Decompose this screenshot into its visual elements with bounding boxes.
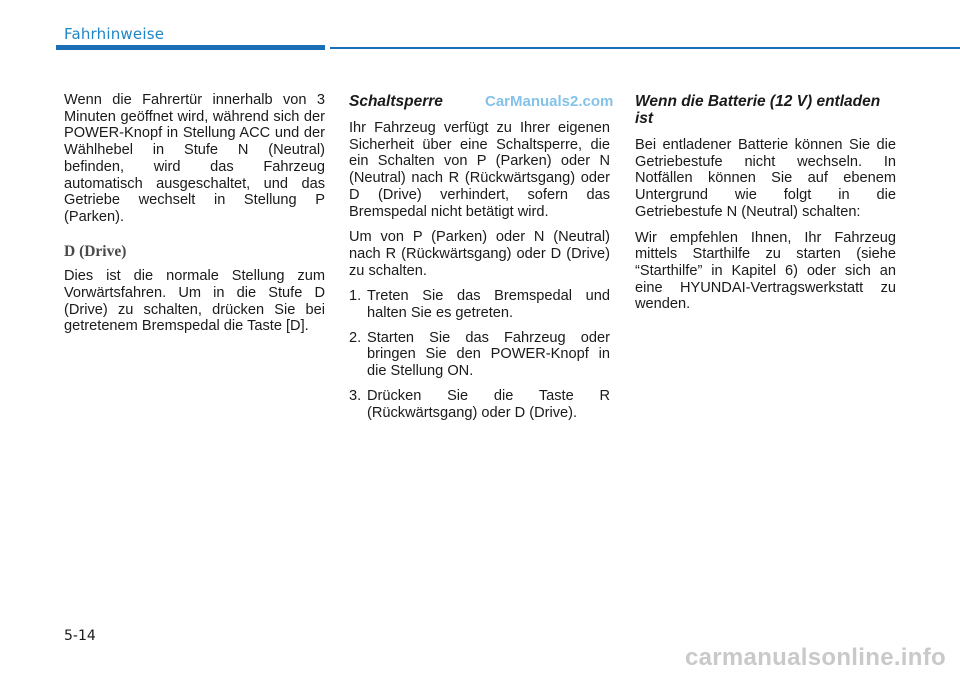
list-item	[349, 330, 610, 380]
header-rule-thin	[330, 47, 960, 49]
section-title: Fahrhinweise	[64, 25, 165, 43]
step-number: 3.	[349, 387, 362, 404]
heading-batterie: Wenn die Batterie (12 V) entladen ist	[635, 93, 881, 127]
watermark-top: CarManuals2.com	[485, 93, 614, 110]
list-item	[349, 288, 610, 321]
subheading-drive: D (Drive)	[64, 242, 127, 260]
column-3	[635, 93, 896, 322]
header-rule-thick	[56, 45, 325, 50]
paragraph: Bei entladener Batterie können Sie die Getriebestufe nicht wechseln. In Notfällen können Sie auf ebenem Untergrund wie folgt in die Getriebestufe N (Neutral) schalten:	[635, 137, 896, 220]
heading-schaltsperre: Schaltsperre	[349, 93, 443, 110]
list-item	[349, 388, 610, 421]
column-2	[349, 93, 610, 429]
paragraph: Dies ist die normale Stellung zum Vorwärtsfahren. Um in die Stufe D (Drive) zu schalten, drücken Sie bei getretenem Bremspedal die Taste [D].	[64, 268, 325, 335]
column-1	[64, 92, 325, 344]
paragraph: Wenn die Fahrertür innerhalb von 3 Minuten geöffnet wird, während sich der POWER-Knopf in Stellung ACC und der Wählhebel in Stufe N (Neutral) befinden, wird das Fahrzeug automatisch ausgeschaltet, und das Getriebe wechselt in Stellung P (Parken).	[64, 92, 325, 225]
step-number: 1.	[349, 288, 362, 305]
watermark-bottom: carmanualsonline.info	[684, 644, 946, 671]
paragraph: Ihr Fahrzeug verfügt zu Ihrer eigenen Sicherheit über eine Schaltsperre, die ein Schalten von P (Parken) oder N (Neutral) nach R (Rückwärtsgang) oder D (Drive) verhindert, sofern das Bremspedal nicht betätigt wird.	[349, 120, 610, 220]
paragraph: Um von P (Parken) oder N (Neutral) nach R (Rückwärtsgang) oder D (Drive) zu schalten.	[349, 229, 610, 279]
step-text: Drücken Sie die Taste R (Rückwärtsgang) oder D (Drive).	[367, 387, 610, 421]
step-text: Treten Sie das Bremspedal und halten Sie es getreten.	[367, 288, 610, 322]
steps-list	[349, 288, 610, 421]
page-number: 5-14	[64, 628, 96, 644]
paragraph: Wir empfehlen Ihnen, Ihr Fahrzeug mittels Starthilfe zu starten (siehe “Starthilfe” in Kapitel 6) oder sich an eine HYUNDAI-Vertragswerkstatt zu wenden.	[635, 229, 896, 313]
step-number: 2.	[349, 329, 362, 346]
step-text: Starten Sie das Fahrzeug oder bringen Sie den POWER-Knopf in die Stellung ON.	[367, 329, 610, 380]
